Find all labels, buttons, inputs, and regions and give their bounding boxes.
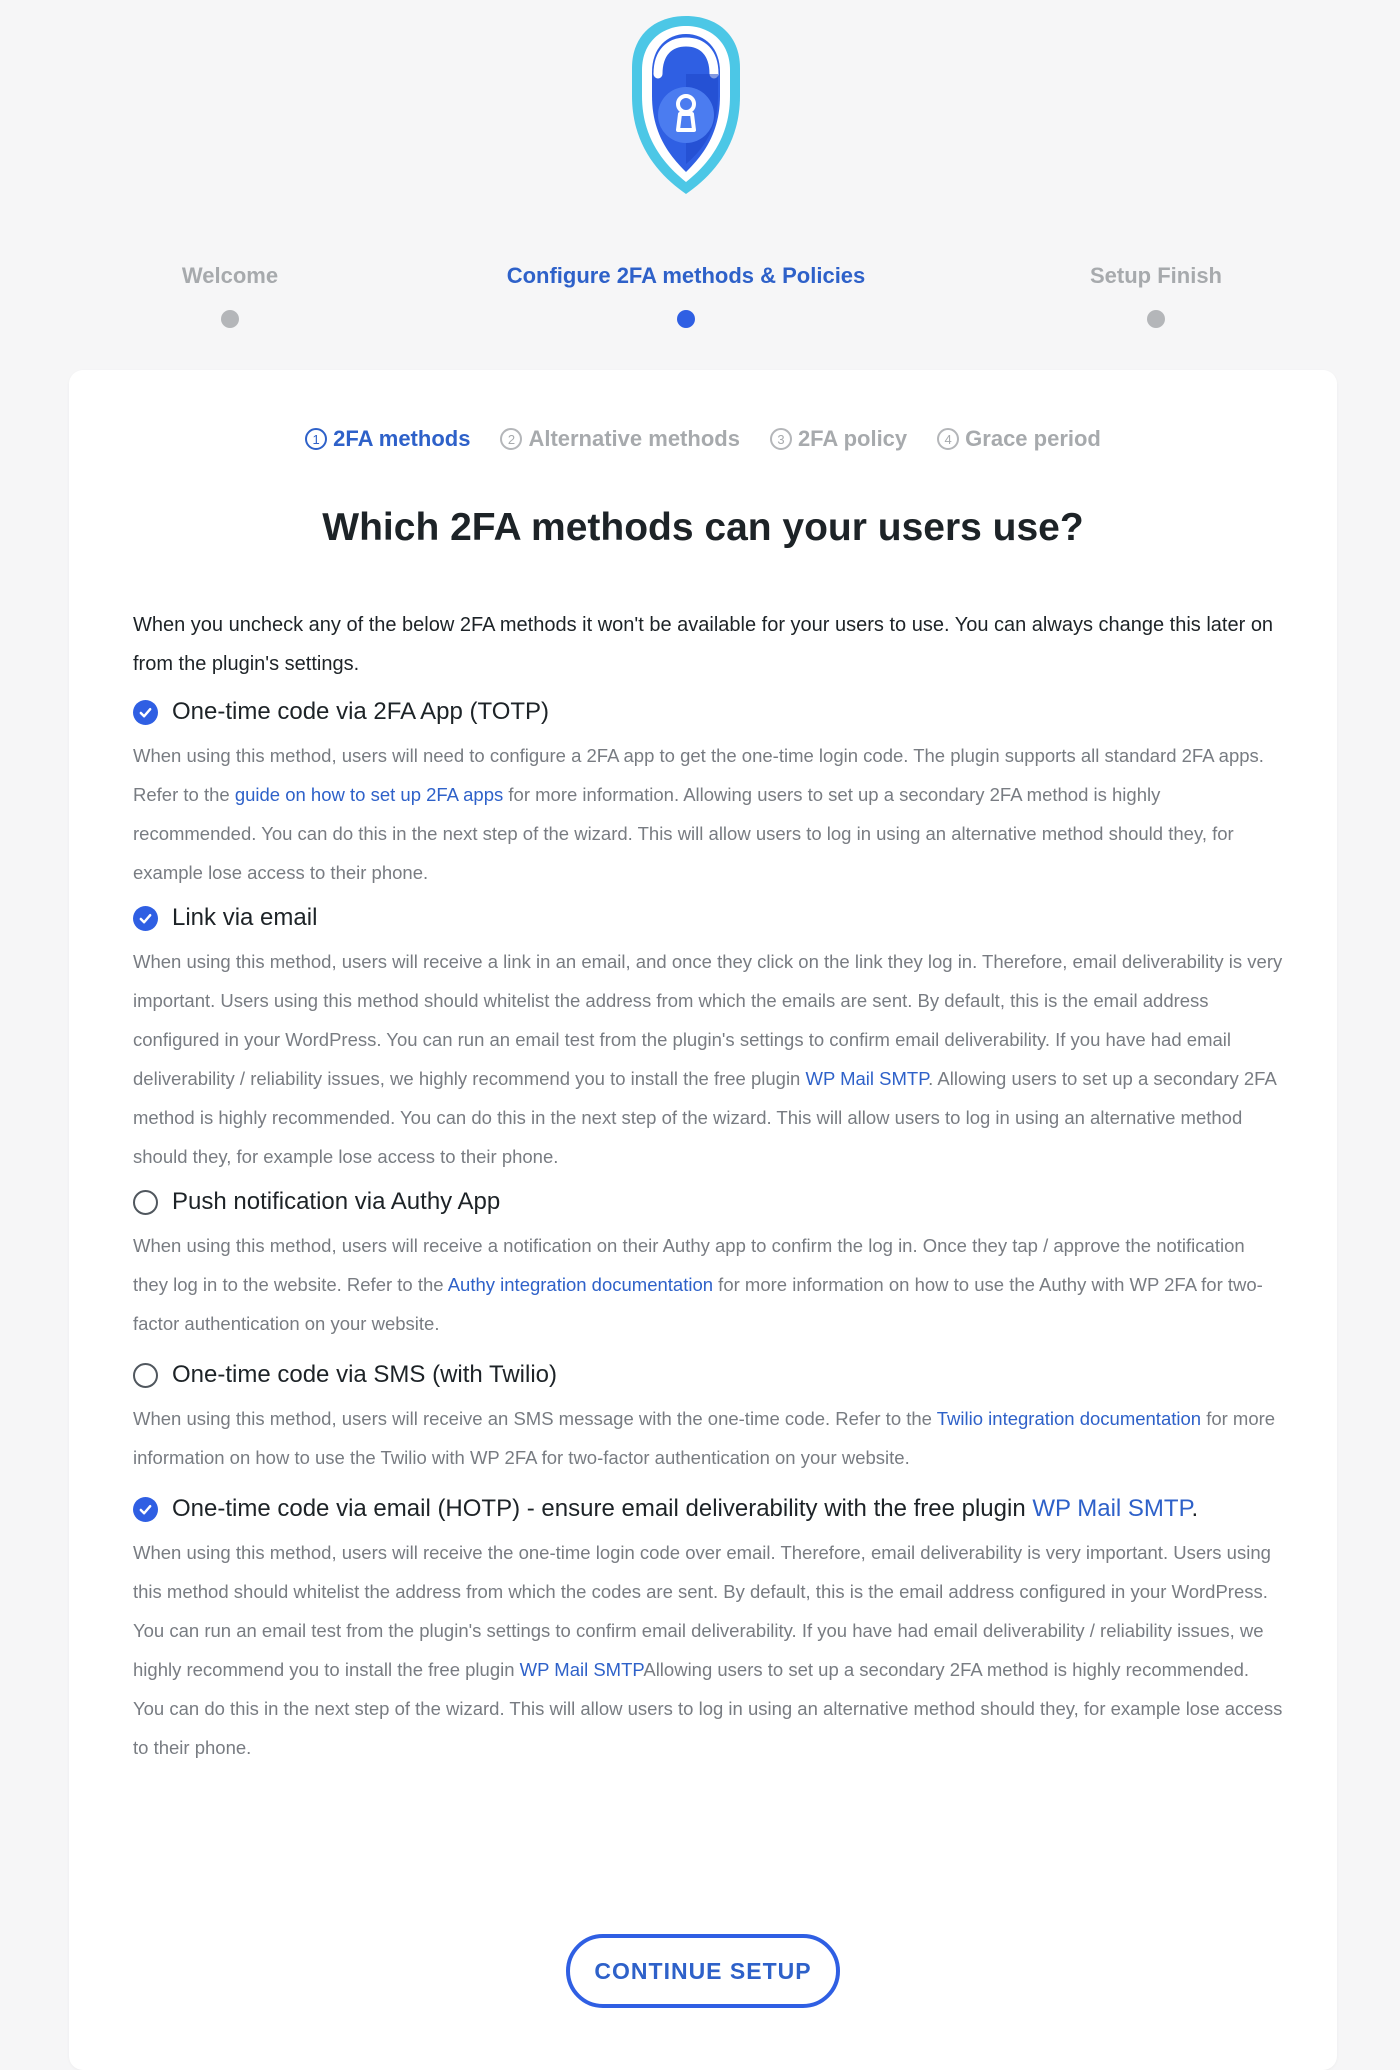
desc-text: When using this method, users will receive an SMS message with the one-time code. Refer to the	[133, 1408, 937, 1429]
checkbox-unchecked[interactable]	[133, 1190, 158, 1215]
method-sms-checkbox-row[interactable]	[133, 1357, 1283, 1393]
desc-text: for more information on how to use the Authy with WP 2FA for two-factor authentication on your website.	[133, 1274, 1263, 1334]
authy-docs-link[interactable]: Authy integration documentation	[447, 1274, 714, 1295]
desc-text: for more information. Allowing users to set up a secondary 2FA method is highly recommended. You can do this in the next step of the wizard. This will allow users to log in using an alternative method should they, for example lose access to their phone.	[133, 784, 1234, 883]
method-authy	[133, 1184, 1283, 1343]
substep-grace-period[interactable]	[937, 426, 1101, 452]
desc-text: When using this method, users will receive a link in an email, and once they click on the link they log in. Therefore, email deliverability is very important. Users using this method should whitelist the address from which the emails are sent. By default, this is the email address configured in your WordPress. You can run an email test from the plugin's settings to confirm email deliverability. If you have had email deliverability / reliability issues, we highly recommend you to install the free plugin	[133, 951, 1283, 1089]
progress-step-configure	[476, 262, 896, 328]
method-label-text: One-time code via email (HOTP) - ensure email deliverability with the free plugin	[172, 1495, 1033, 1522]
method-sms	[133, 1357, 1283, 1477]
desc-text: . Allowing users to set up a secondary 2FA method is highly recommended. You can do this in the next step of the wizard. This will allow users to log in using an alternative method should they, for example lose access to their phone.	[133, 1068, 1276, 1167]
substep-number: 1	[305, 428, 327, 450]
checkmark-icon	[138, 705, 153, 720]
substep-2fa-methods[interactable]	[305, 426, 470, 452]
progress-step-finish	[946, 262, 1366, 328]
method-label: Push notification via Authy App	[172, 1188, 501, 1215]
method-email-link-checkbox-row[interactable]	[133, 900, 1283, 936]
method-authy-checkbox-row[interactable]	[133, 1184, 1283, 1220]
progress-step-label: Welcome	[181, 263, 279, 288]
shield-logo-icon	[620, 12, 752, 198]
progress-step-label: Setup Finish	[1090, 263, 1222, 288]
method-label: One-time code via 2FA App (TOTP)	[172, 698, 550, 725]
wizard-progress	[0, 262, 1400, 342]
wp-mail-smtp-link[interactable]: WP Mail SMTP	[519, 1659, 644, 1680]
substep-number: 4	[937, 428, 959, 450]
twilio-docs-link[interactable]: Twilio integration documentation	[936, 1408, 1202, 1429]
substep-label: Alternative methods	[528, 426, 740, 451]
method-hotp	[133, 1491, 1283, 1767]
substep-2fa-policy[interactable]	[770, 426, 907, 452]
method-description	[133, 1226, 1283, 1343]
method-label	[172, 1493, 1198, 1525]
desc-text: Allowing users to set up a secondary 2FA method is highly recommended. You can do this in the next step of the wizard. This will allow users to log in using an alternative method should they, for example lose access to their phone.	[133, 1659, 1283, 1758]
wp-mail-smtp-heading-link[interactable]: WP Mail SMTP	[1032, 1495, 1192, 1522]
desc-text: When using this method, users will receive a notification on their Authy app to confirm the log in. Once they tap / approve the notification they log in to the website. Refer to the	[133, 1235, 1245, 1295]
substep-label: 2FA methods	[333, 426, 471, 451]
wizard-card	[69, 370, 1337, 2070]
page-title: Which 2FA methods can your users use?	[322, 506, 1084, 549]
substep-label: 2FA policy	[797, 426, 908, 451]
progress-step-label: Configure 2FA methods & Policies	[506, 263, 866, 288]
checkbox-unchecked[interactable]	[133, 1363, 158, 1388]
method-description	[133, 942, 1283, 1176]
desc-text: for more information on how to use the Twilio with WP 2FA for two-factor authentication on your website.	[133, 1408, 1276, 1468]
substep-number: 3	[770, 428, 792, 450]
progress-dot	[221, 310, 239, 328]
method-description	[133, 1533, 1283, 1767]
method-label-end: .	[1191, 1495, 1199, 1522]
checkbox-checked[interactable]	[133, 700, 158, 725]
checkmark-icon	[138, 911, 153, 926]
substep-nav	[69, 422, 1337, 456]
progress-dot	[1147, 310, 1165, 328]
checkbox-checked[interactable]	[133, 906, 158, 931]
desc-text: When using this method, users will receive the one-time login code over email. Therefore, email deliverability is very important. Users using this method should whitelist the address from which the codes are sent. By default, this is the email address configured in your WordPress. You can run an email test from the plugin's settings to confirm email deliverability. If you have had email deliverability / reliability issues, we highly recommend you to install the free plugin	[133, 1542, 1271, 1680]
guide-2fa-apps-link[interactable]: guide on how to set up 2FA apps	[234, 784, 504, 805]
desc-text: When using this method, users will need to configure a 2FA app to get the one-time login code. The plugin supports all standard 2FA apps. Refer to the	[133, 745, 1264, 805]
substep-alternative-methods[interactable]	[500, 426, 740, 452]
substep-label: Grace period	[965, 426, 1101, 451]
method-totp	[133, 694, 1283, 892]
substep-number: 2	[500, 428, 522, 450]
progress-step-welcome	[20, 262, 440, 328]
method-label: Link via email	[172, 904, 318, 931]
method-description	[133, 736, 1283, 892]
method-email-link	[133, 900, 1283, 1176]
method-description	[133, 1399, 1283, 1477]
method-totp-checkbox-row[interactable]	[133, 694, 1283, 730]
method-hotp-checkbox-row[interactable]	[133, 1491, 1283, 1527]
checkmark-icon	[138, 1502, 153, 1517]
intro-text: When you uncheck any of the below 2FA methods it won't be available for your users to use. You can always change this later on from the plugin's settings.	[133, 614, 1274, 675]
wp-mail-smtp-link[interactable]: WP Mail SMTP	[805, 1068, 929, 1089]
continue-setup-button[interactable]: CONTINUE SETUP	[566, 1934, 840, 2008]
progress-dot-active	[677, 310, 695, 328]
checkbox-checked[interactable]	[133, 1497, 158, 1522]
method-label: One-time code via SMS (with Twilio)	[172, 1361, 558, 1388]
methods-content	[133, 606, 1283, 1775]
